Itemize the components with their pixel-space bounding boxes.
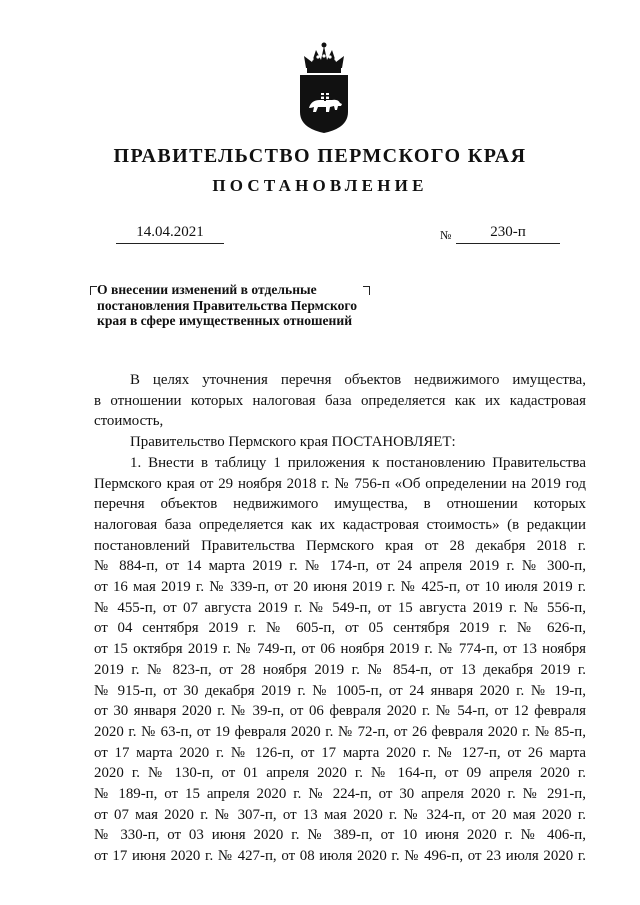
text-line: В целях уточнения перечня объектов недвижимого имущества, <box>130 372 586 388</box>
text-line: от 17 марта 2020 г. № 126-п, от 17 марта 2020 г. № 127-п, от 26 марта <box>94 744 586 761</box>
subject-line: края в сфере имущественных отношений <box>97 313 353 328</box>
text-line: перечня объектов недвижимого имущества, в отношении которых <box>94 496 586 513</box>
text-line: от 30 января 2020 г. № 39-п, от 06 февраля 2020 г. № 54-п, от 12 февраля <box>94 703 586 720</box>
text-line: 1. Внести в таблицу 1 приложения к постановлению Правительства <box>130 454 586 471</box>
text-line: № 330-п, от 03 июня 2020 г. № 389-п, от 10 июня 2020 г. № 406-п, <box>94 827 586 844</box>
text-line: от 04 сентября 2019 г. № 605-п, от 05 сентября 2019 г. № 626-п, <box>94 620 586 637</box>
paragraph-item-1 <box>94 453 586 867</box>
text-line: № 884-п, от 14 марта 2019 г. № 174-п, от 24 апреля 2019 г. № 300-п, <box>94 558 586 575</box>
text-line: 2019 г. № 823-п, от 28 ноября 2019 г. № 854-п, от 13 декабря 2019 г. <box>94 661 586 678</box>
text-line: № 455-п, от 07 августа 2019 г. № 549-п, от 15 августа 2019 г. № 556-п, <box>94 599 586 616</box>
text-line: от 15 октября 2019 г. № 749-п, от 06 ноября 2019 г. № 774-п, от 13 ноября <box>94 641 586 658</box>
text-line: в отношении которых налоговая база определяется как их кадастровая <box>94 392 586 409</box>
document-date: 14.04.2021 <box>116 224 224 244</box>
paragraph-preamble <box>94 370 586 432</box>
text-line: Пермского края от 29 ноября 2018 г. № 756-п «Об определении на 2019 год <box>94 475 586 492</box>
text-line: Правительство Пермского края ПОСТАНОВЛЯЕТ: <box>130 434 456 451</box>
document-subject <box>97 282 397 329</box>
text-line: от 07 мая 2020 г. № 307-п, от 13 мая 2020 г. № 324-п, от 20 мая 2020 г. <box>94 806 586 823</box>
document-number: 230-п <box>456 224 560 244</box>
text-line: постановлений Правительства Пермского края от 28 декабря 2018 г. <box>94 537 586 554</box>
number-sign: № <box>440 228 452 242</box>
subject-line: постановления Правительства Пермского <box>97 297 358 313</box>
organization-title: ПРАВИТЕЛЬСТВО ПЕРМСКОГО КРАЯ <box>113 145 527 167</box>
text-line: 2020 г. № 130-п, от 01 апреля 2020 г. № 164-п, от 09 апреля 2020 г. <box>94 765 586 782</box>
text-line: стоимость, <box>94 413 164 430</box>
text-line: 2020 г. № 63-п, от 19 февраля 2020 г. № 72-п, от 26 февраля 2020 г. № 85-п, <box>94 723 586 740</box>
subject-line: О внесении изменений в отдельные <box>97 282 317 297</box>
document-type: ПОСТАНОВЛЕНИЕ <box>212 176 428 195</box>
subject-bracket-left <box>90 286 97 295</box>
crown <box>304 43 344 74</box>
paragraph-resolves <box>94 432 586 453</box>
text-line: налоговая база определяется как их кадастровая стоимость» (в редакции <box>94 516 586 533</box>
text-line: от 17 июня 2020 г. № 427-п, от 08 июля 2020 г. № 496-п, от 23 июля 2020 г. <box>94 848 586 865</box>
document-body <box>94 370 586 867</box>
text-line: № 915-п, от 30 декабря 2019 г. № 1005-п, от 24 января 2020 г. № 19-п, <box>94 682 586 699</box>
perm-krai-coat-of-arms-icon <box>294 42 354 134</box>
text-line: от 16 мая 2019 г. № 339-п, от 20 июня 2019 г. № 425-п, от 10 июля 2019 г. <box>94 579 586 596</box>
text-line: № 189-п, от 15 апреля 2020 г. № 224-п, от 30 апреля 2020 г. № 291-п, <box>94 786 586 803</box>
